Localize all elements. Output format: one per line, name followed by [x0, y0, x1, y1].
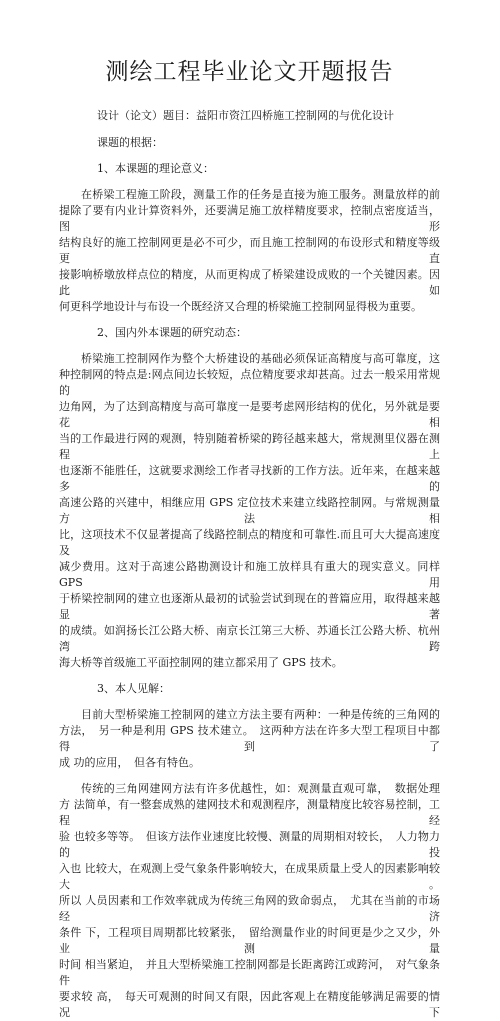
paragraph-line: 桥梁施工控制网作为整个大桥建设的基础必须保证高精度与高可靠度，这: [81, 352, 440, 365]
paragraph: [59, 781, 440, 1021]
section-heading: 2、国内外本课题的研究动态：: [97, 326, 247, 339]
paragraph-line: 所以 人员因素和工作效率就成为传统三角网的致命弱点， 尤其在当前的市场经济: [59, 894, 440, 923]
paragraph-line: 传统的三角网建网方法有许多优越性，如：观测量直观可靠， 数据处理: [81, 782, 440, 795]
page-title: 测绘工程毕业论文开题报告: [105, 59, 394, 85]
paragraph-line: 海大桥等首级施工平面控制网的建立都采用了 GPS 技术。: [59, 656, 343, 669]
paragraph-line: 种控制网的特点是:网点间边长较短，点位精度要求却甚高。过去一般采用常规的: [59, 368, 440, 397]
paragraph-line: 条件 下，工程项目周期都比较紧张， 留给测量作业的时间更是少之又少，外业测量: [59, 926, 440, 955]
paragraph: [59, 351, 440, 671]
paragraph: [59, 187, 440, 315]
paragraph-line: 要求较 高， 每天可观测的时间又有限，因此客观上在精度能够满足需要的情况下: [59, 990, 440, 1019]
paragraph-line: 方法， 另一种是利用 GPS 技术建立。 这两种方法在许多大型工程项目中都得到了: [59, 724, 440, 753]
paragraph-line: 入也 比较大，在观测上受气象条件影响较大，在成果质量上受人的因素影响较大。: [59, 862, 440, 891]
paragraph-line: 目前大型桥梁施工控制网的建立方法主要有两种：一种是传统的三角网的: [81, 708, 440, 721]
paragraph-line: 时间 相当紧迫， 并且大型桥梁施工控制网都是长距离跨江或跨河， 对气象条件: [59, 958, 440, 987]
paragraph-line: 在桥梁工程施工阶段，测量工作的任务是直接为施工服务。测量放样的前: [81, 188, 440, 201]
paragraph-line: 结构良好的施工控制网更是必不可少，而且施工控制网的布设形式和精度等级更直: [59, 236, 440, 265]
paragraph-line: 于桥梁控制网的建立也逐渐从最初的试验尝试到现在的普篇应用，取得越来越显著: [59, 592, 440, 621]
section-heading: 1、本课题的理论意义：: [97, 162, 214, 175]
paragraph-line: 也逐渐不能胜任，这就要求测绘工作者寻找新的工作方法。近年来，在越来越多的: [59, 464, 440, 493]
paragraph-line: 边角网，为了达到高精度与高可靠度一是要考虑网形结构的优化，另外就是要花相: [59, 400, 440, 429]
paragraph-line: 成 功的应用， 但各有特色。: [59, 756, 200, 769]
paragraph-line: 方 法简单，有一整套成熟的建网技术和观测程序，测量精度比较容易控制，工程经: [59, 798, 440, 827]
paragraph-line: 高速公路的兴建中，相继应用 GPS 定位技术来建立线路控制网。与常规测量方法相: [59, 496, 440, 525]
basis-label: 课题的根据：: [97, 136, 163, 149]
paragraph-line: 当的工作最进行网的观测，特别随着桥梁的跨径越来越大，常规测里仪器在测程上: [59, 432, 440, 461]
paragraph-line: 减少费用。这对于高速公路勘测设计和施工放样具有重大的现实意义。同样 GPS 用: [59, 560, 440, 589]
paragraph-line: 的成绩。如润扬长江公路大桥、南京长江第三大桥、苏通长江公路大桥、杭州湾跨: [59, 624, 440, 653]
paragraph-line: 验 也较多等等。 但该方法作业速度比较慢、测量的周期相对较长， 人力物力的投: [59, 830, 440, 859]
paragraph-line: 比，这项技术不仅显著提高了线路控制点的精度和可靠性.而且可大大提高速度及: [59, 528, 440, 557]
section-heading: 3、本人见解：: [97, 682, 170, 695]
paragraph: [59, 707, 440, 771]
thesis-topic: 设计（论文）题目：益阳市资江四桥施工控制网的与优化设计: [97, 109, 394, 122]
paragraph-line: 何更科学地设计与布设一个既经济又合理的桥梁施工控制网显得极为重要。: [59, 300, 422, 313]
paragraph-line: 接影响桥墩放样点位的精度，从而更构成了桥梁建设成败的一个关键因素。因此如: [59, 268, 440, 297]
paragraph-line: 提除了要有内业计算资料外，还要满足施工放样精度要求，控制点密度适当，图形: [59, 204, 440, 233]
